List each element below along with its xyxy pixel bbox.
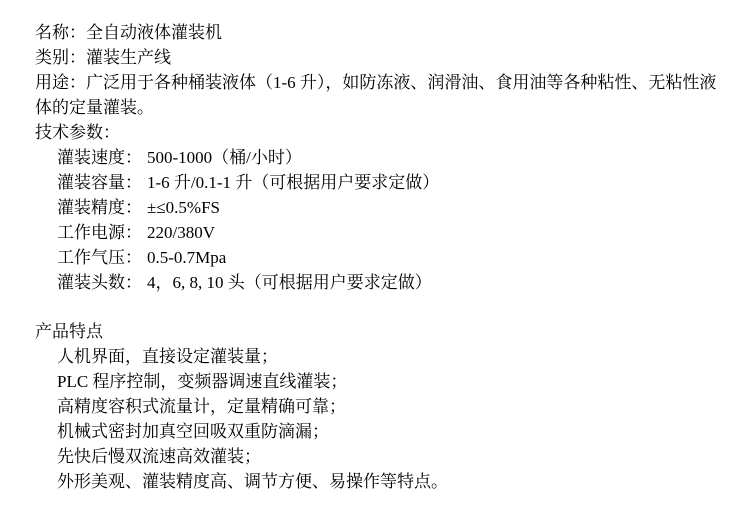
spec-label-working-power: 工作电源： xyxy=(57,223,142,242)
tech-params-heading: 技术参数： xyxy=(35,123,120,142)
feature-item-hmi: 人机界面，直接设定灌装量； xyxy=(57,347,278,366)
spec-row-filling-precision xyxy=(35,195,720,220)
product-usage-line-2 xyxy=(35,95,720,120)
product-name-line xyxy=(35,20,720,45)
feature-item-flowmeter: 高精度容积式流量计，定量精确可靠； xyxy=(57,397,346,416)
spec-label-filling-precision: 灌装精度： xyxy=(57,198,142,217)
spec-value-filling-speed: 500-1000（桶/小时） xyxy=(147,148,302,167)
spec-row-filling-heads xyxy=(35,270,720,295)
feature-item-plc: PLC 程序控制，变频器调速直线灌装； xyxy=(57,372,348,391)
spec-value-filling-heads: 4，6, 8, 10 头（可根据用户要求定做） xyxy=(147,273,432,292)
spec-label-filling-heads: 灌装头数： xyxy=(57,273,142,292)
spec-label-filling-speed: 灌装速度： xyxy=(57,148,142,167)
features-heading: 产品特点 xyxy=(35,322,103,341)
product-name-label: 名称： xyxy=(35,23,86,42)
product-usage-text-1: 广泛用于各种桶装液体（1-6 升），如防冻液、润滑油、食用油等各种粘性、无粘性液 xyxy=(86,73,717,92)
feature-item-dual-speed: 先快后慢双流速高效灌装； xyxy=(57,447,261,466)
product-category-label: 类别： xyxy=(35,48,86,67)
spec-row-filling-capacity xyxy=(35,170,720,195)
spec-row-filling-speed xyxy=(35,145,720,170)
spec-row-working-air-pressure xyxy=(35,245,720,270)
product-category-line xyxy=(35,45,720,70)
feature-item-anti-drip: 机械式密封加真空回吸双重防滴漏； xyxy=(57,422,329,441)
product-name-value: 全自动液体灌装机 xyxy=(86,23,222,42)
feature-item-appearance: 外形美观、灌装精度高、调节方便、易操作等特点。 xyxy=(57,472,448,491)
product-usage-text-2: 体的定量灌装。 xyxy=(35,98,154,117)
spec-value-working-air-pressure: 0.5-0.7Mpa xyxy=(147,248,227,267)
product-usage-label: 用途： xyxy=(35,73,86,92)
product-category-value: 灌装生产线 xyxy=(86,48,171,67)
spec-value-filling-capacity: 1-6 升/0.1-1 升（可根据用户要求定做） xyxy=(147,173,440,192)
spec-label-working-air-pressure: 工作气压： xyxy=(57,248,142,267)
product-usage-line-1 xyxy=(35,70,720,95)
spec-value-working-power: 220/380V xyxy=(147,223,215,242)
spec-row-working-power xyxy=(35,220,720,245)
spec-value-filling-precision: ±≤0.5%FS xyxy=(147,198,220,217)
spec-label-filling-capacity: 灌装容量： xyxy=(57,173,142,192)
